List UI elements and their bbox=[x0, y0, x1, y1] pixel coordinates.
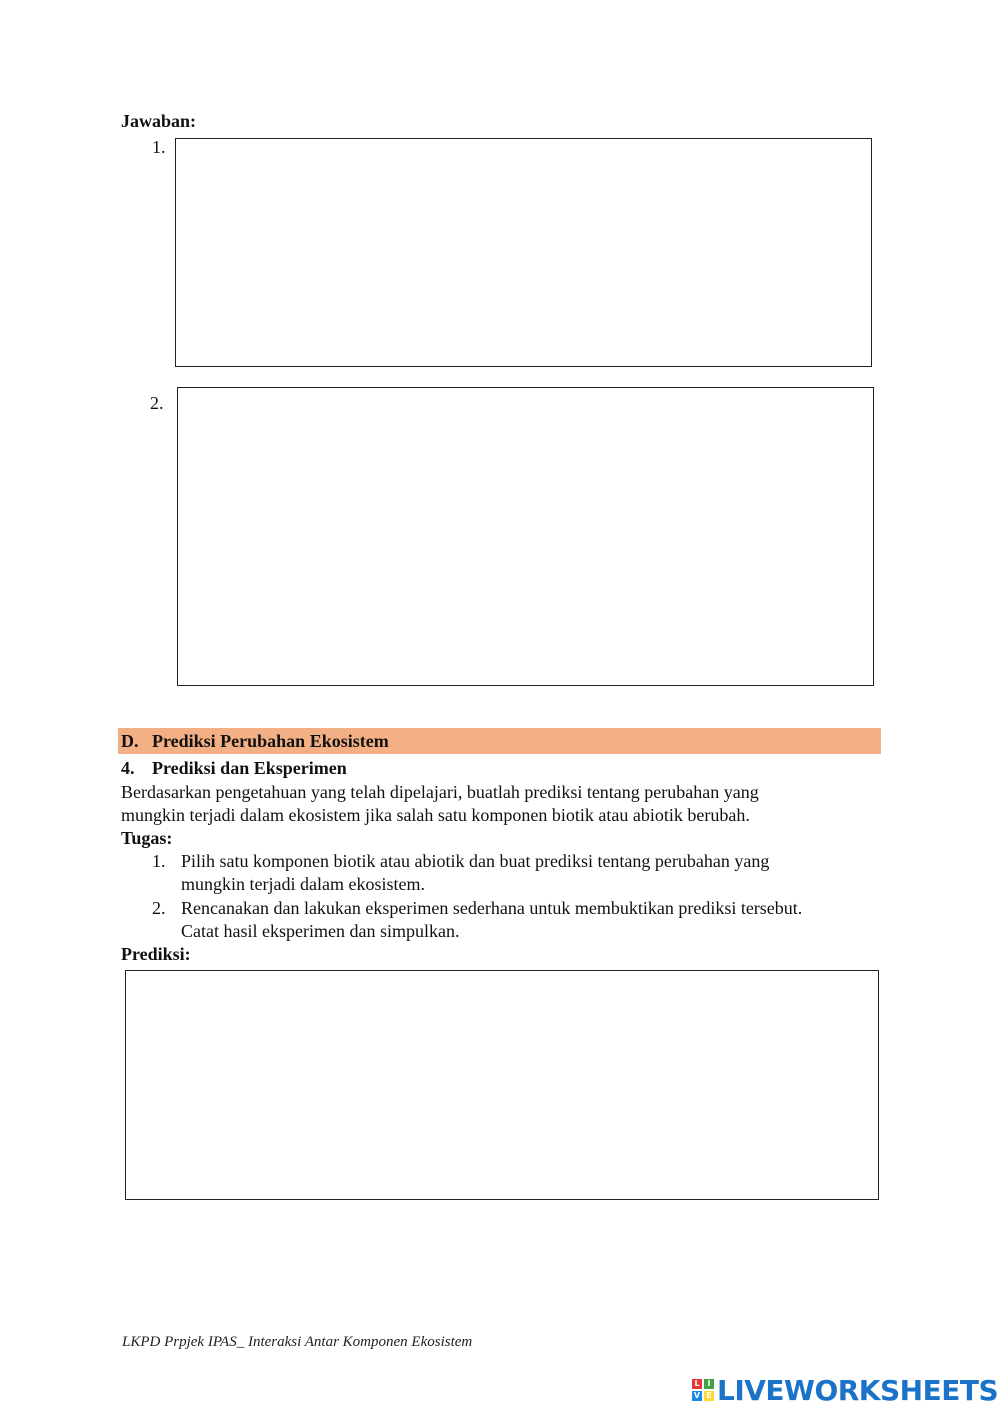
section-title: Prediksi Perubahan Ekosistem bbox=[152, 731, 389, 751]
answer-2-number: 2. bbox=[150, 393, 164, 413]
task-1-number: 1. bbox=[152, 851, 166, 871]
section-d-header bbox=[118, 728, 881, 754]
intro-line-2: mungkin terjadi dalam ekosistem jika salah satu komponen biotik atau abiotik berubah. bbox=[121, 805, 750, 825]
answer-1-box[interactable] bbox=[175, 138, 872, 367]
tugas-label: Tugas: bbox=[121, 828, 173, 848]
logo-tile-e: E bbox=[704, 1391, 714, 1401]
task-1-line-2: mungkin terjadi dalam ekosistem. bbox=[181, 874, 425, 894]
answer-2-box[interactable] bbox=[177, 387, 874, 686]
section-letter: D. bbox=[121, 731, 139, 751]
prediksi-answer-box[interactable] bbox=[125, 970, 879, 1200]
task-2-line-2: Catat hasil eksperimen dan simpulkan. bbox=[181, 921, 460, 941]
liveworksheets-brand[interactable] bbox=[692, 1373, 998, 1407]
logo-tile-l: L bbox=[692, 1379, 702, 1389]
logo-tile-v: V bbox=[693, 1391, 701, 1400]
intro-line-1: Berdasarkan pengetahuan yang telah dipelajari, buatlah prediksi tentang perubahan yang bbox=[121, 782, 759, 802]
subsection-number: 4. bbox=[121, 758, 135, 778]
logo-tile-i: I bbox=[704, 1379, 714, 1389]
answer-1-number: 1. bbox=[152, 137, 166, 157]
footer-text: LKPD Prpjek IPAS_ Interaksi Antar Komponen Ekosistem bbox=[122, 1334, 473, 1350]
subsection-title: Prediksi dan Eksperimen bbox=[152, 758, 347, 778]
brand-name: LIVEWORKSHEETS bbox=[717, 1373, 999, 1407]
prediksi-label: Prediksi: bbox=[121, 944, 191, 964]
liveworksheets-logo-icon bbox=[692, 1379, 714, 1401]
task-2-line-1: Rencanakan dan lakukan eksperimen sederhana untuk membuktikan prediksi tersebut. bbox=[181, 898, 803, 918]
task-1-line-1: Pilih satu komponen biotik atau abiotik dan buat prediksi tentang perubahan yang bbox=[181, 851, 770, 871]
task-2-number: 2. bbox=[152, 898, 166, 918]
jawaban-label: Jawaban: bbox=[121, 111, 197, 131]
